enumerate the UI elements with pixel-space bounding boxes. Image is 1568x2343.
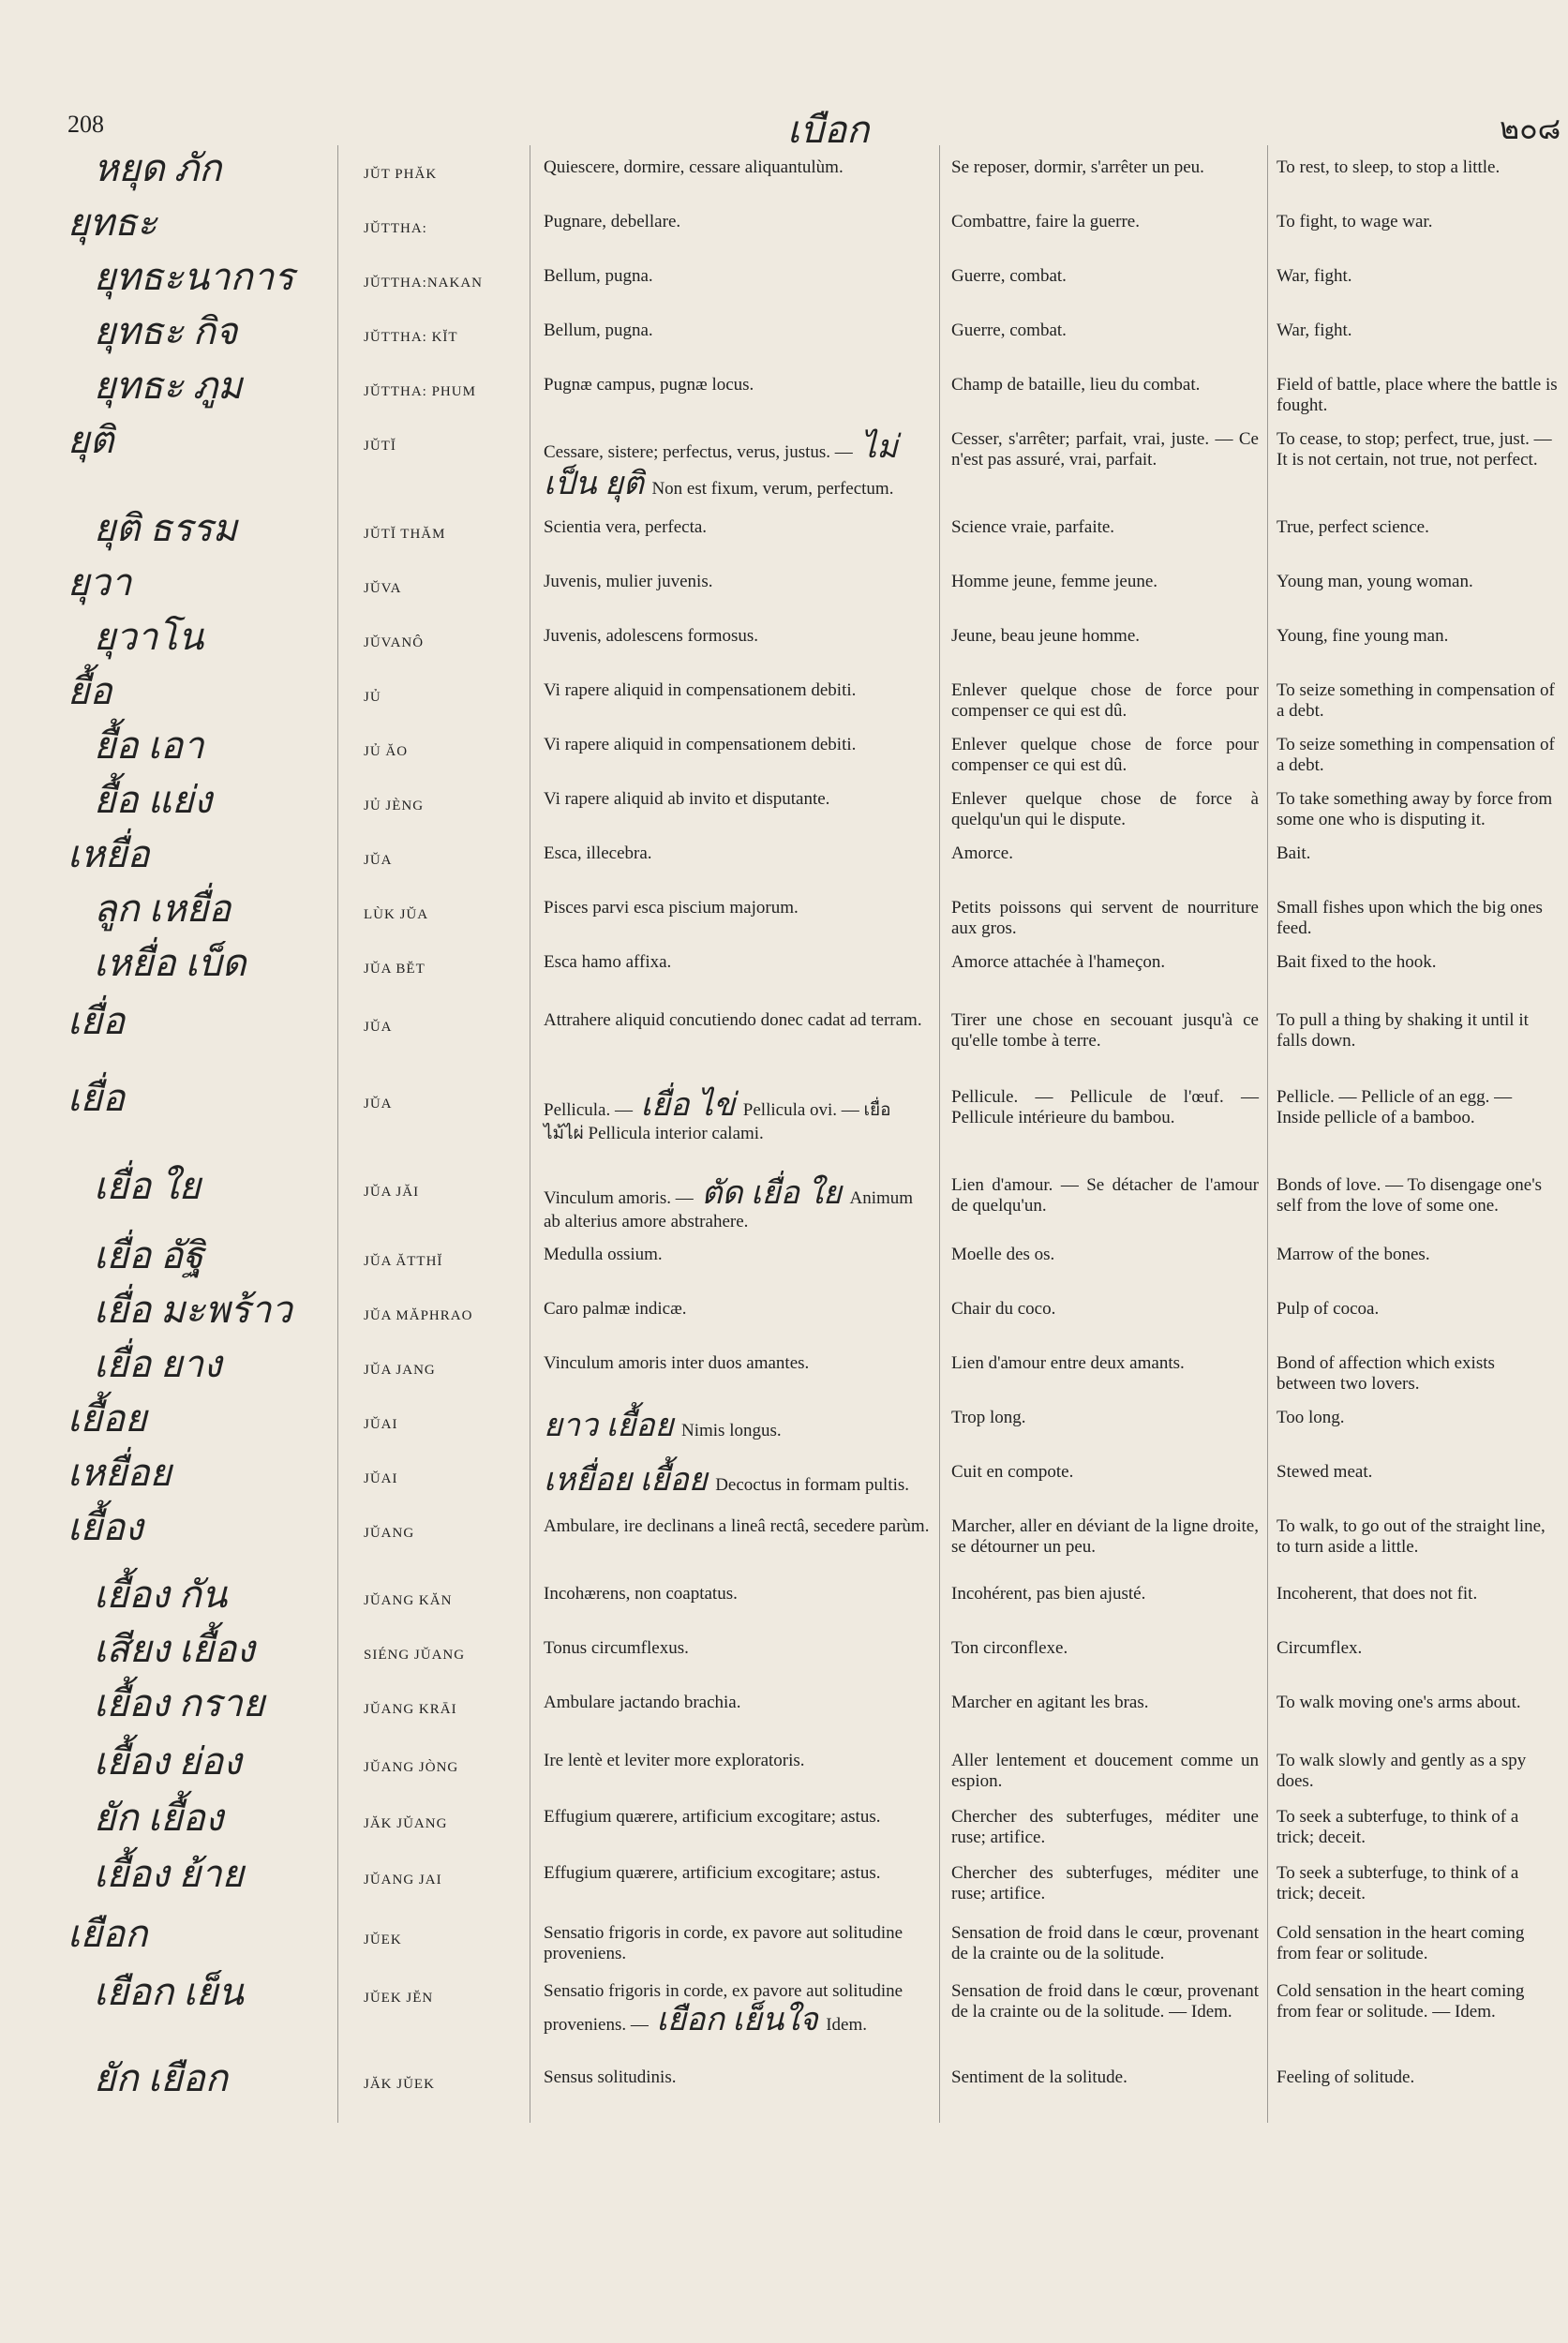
french-definition: Ton circonflexe. (951, 1638, 1068, 1658)
french-definition: Jeune, beau jeune homme. (951, 626, 1141, 646)
latin-text-continued: Idem. (826, 2014, 868, 2035)
english-definition: To walk slowly and gently as a spy does. (1277, 1751, 1527, 1791)
romanization: JŬA JĂI (364, 1185, 420, 1200)
thai-headword: ยื้อ เอา (94, 724, 204, 767)
thai-headword: ยื้อ (67, 670, 112, 712)
romanization: JŬA ĂTTHĬ (364, 1254, 443, 1269)
french-definition: Science vraie, parfaite. (951, 517, 1115, 537)
english-definition: War, fight. (1277, 321, 1352, 340)
english-definition: To rest, to sleep, to stop a little. (1277, 157, 1501, 177)
latin-text: Vi rapere aliquid ab invito et disputante. (544, 789, 830, 809)
english-definition: Incoherent, that does not fit. (1277, 1584, 1478, 1604)
romanization: JŬA (364, 1020, 393, 1035)
latin-thai-example: เยื่อ ไข่ (632, 1088, 743, 1123)
romanization: JŬA BĔT (364, 962, 426, 977)
latin-definition (544, 212, 933, 232)
latin-definition (544, 1245, 933, 1265)
latin-definition (544, 517, 933, 538)
latin-definition (544, 626, 933, 647)
english-definition: Bonds of love. — To disengage one's self from the love of some one. (1277, 1175, 1543, 1216)
latin-thai-example: ตัด เยื่อ ใย (693, 1176, 850, 1211)
thai-headword: เยื่อ (67, 1077, 126, 1119)
latin-text: Esca, illecebra. (544, 843, 652, 863)
latin-text: Bellum, pugna. (544, 266, 653, 286)
english-definition: True, perfect science. (1277, 517, 1429, 537)
romanization: JŬT PHĂK (364, 167, 438, 182)
thai-headword: เยื่อ (67, 1000, 126, 1042)
latin-text: Sensatio frigoris in corde, ex pavore aut solitudine proveniens. — (544, 1981, 903, 2035)
page-number-thai: ๒๐๘ (1500, 112, 1561, 145)
romanization: JŬTĬ (364, 439, 396, 454)
english-definition: To pull a thing by shaking it until it falls down. (1277, 1010, 1529, 1051)
french-definition: Chercher des subterfuges, méditer une ruse; artifice. (951, 1807, 1259, 1847)
latin-definition (544, 680, 933, 701)
thai-headword: เหยื่อ เบ็ด (94, 942, 246, 984)
latin-text-continued: Pellicula ovi. — เยื่อ ไม้ไผ่ Pellicula interior calami. (544, 1100, 891, 1144)
french-definition: Homme jeune, femme jeune. (951, 572, 1158, 591)
french-definition: Enlever quelque chose de force pour compenser ce qui est dû. (951, 735, 1259, 775)
thai-headword: ยุทธะ กิจ (94, 310, 238, 352)
romanization: JŬA MĂPHRAO (364, 1308, 473, 1323)
thai-headword: เยื้อง ย้าย (94, 1853, 244, 1895)
thai-headword: ยื้อ แย่ง (94, 779, 213, 821)
french-definition: Sensation de froid dans le cœur, provenant de la crainte ou de la solitude. — Idem. (951, 1981, 1259, 2022)
thai-headword: ยุติ ธรรม (94, 507, 238, 549)
french-definition: Se reposer, dormir, s'arrêter un peu. (951, 157, 1204, 177)
latin-definition (544, 321, 933, 341)
thai-headword: เยื่อ ยาง (94, 1343, 222, 1385)
thai-headword: เยื้อง (67, 1506, 143, 1548)
thai-headword: เสียง เยื้อง (94, 1628, 255, 1670)
thai-headword: เยื่อ อัฐิ (94, 1234, 204, 1276)
latin-thai-example: ไม่ เป็น ยุติ (544, 430, 898, 502)
latin-text: Juvenis, mulier juvenis. (544, 572, 713, 591)
latin-definition (544, 1353, 933, 1374)
french-definition: Tirer une chose en secouant jusqu'à ce qu'elle tombe à terre. (951, 1010, 1259, 1051)
latin-thai-example: ยาว เยื้อย (544, 1409, 681, 1443)
latin-definition (544, 1981, 933, 2038)
english-definition: To walk, to go out of the straight line, to turn aside a little. (1277, 1516, 1546, 1557)
french-definition: Pellicule. — Pellicule de l'œuf. — Pellicule intérieure du bambou. (951, 1087, 1259, 1127)
french-definition: Chair du coco. (951, 1299, 1056, 1319)
latin-definition (544, 157, 933, 178)
english-definition: To seek a subterfuge, to think of a trick; deceit. (1277, 1807, 1519, 1847)
thai-headword: ยัก เยือก (94, 2057, 229, 2099)
english-definition: Pulp of cocoa. (1277, 1299, 1380, 1319)
romanization: JŬAI (364, 1471, 398, 1486)
latin-text-continued: Nimis longus. (681, 1421, 782, 1440)
romanization: JŬA JANG (364, 1363, 436, 1378)
english-definition: To seize something in compensation of a debt. (1277, 680, 1555, 721)
thai-headword: ลูก เหยื่อ (94, 888, 231, 930)
romanization: JŬANG JÒNG (364, 1760, 459, 1775)
latin-definition (544, 1408, 933, 1444)
latin-definition (544, 1299, 933, 1320)
page-number: 208 (67, 111, 104, 138)
french-definition: Marcher, aller en déviant de la ligne droite, se détourner un peu. (951, 1516, 1259, 1557)
english-definition: Too long. (1277, 1408, 1345, 1427)
latin-definition (544, 789, 933, 810)
latin-text: Pisces parvi esca piscium majorum. (544, 898, 799, 918)
english-definition: Field of battle, place where the battle is fought. (1277, 375, 1558, 415)
french-definition: Trop long. (951, 1408, 1026, 1427)
latin-text: Vi rapere aliquid in compensationem debiti. (544, 680, 857, 700)
latin-definition (544, 1516, 933, 1537)
latin-text: Attrahere aliquid concutiendo donec cadat ad terram. (544, 1010, 922, 1030)
french-definition: Amorce attachée à l'hameçon. (951, 952, 1166, 972)
latin-definition (544, 952, 933, 973)
french-definition: Cesser, s'arrêter; parfait, vrai, juste. — Ce n'est pas assuré, vrai, parfait. (951, 429, 1259, 470)
latin-definition (544, 843, 933, 864)
romanization: LÙK JŬA (364, 907, 429, 922)
latin-text: Bellum, pugna. (544, 321, 653, 340)
latin-text: Sensus solitudinis. (544, 2067, 677, 2087)
english-definition: To fight, to wage war. (1277, 212, 1433, 231)
romanization: JỦ (364, 690, 381, 705)
running-title: เบือก (787, 109, 870, 151)
latin-text: Medulla ossium. (544, 1245, 663, 1264)
french-definition: Chercher des subterfuges, méditer une ruse; artifice. (951, 1863, 1259, 1903)
latin-definition (544, 1087, 933, 1144)
latin-text: Esca hamo affixa. (544, 952, 672, 972)
french-definition: Aller lentement et doucement comme un espion. (951, 1751, 1259, 1791)
latin-definition (544, 266, 933, 287)
thai-headword: หยุด ภัก (94, 147, 222, 189)
english-definition: To seek a subterfuge, to think of a trick; deceit. (1277, 1863, 1519, 1903)
latin-definition (544, 429, 933, 502)
french-definition: Sentiment de la solitude. (951, 2067, 1127, 2087)
romanization: JŬEK JĔN (364, 1991, 434, 2006)
romanization: JŬEK (364, 1933, 402, 1948)
french-definition: Marcher en agitant les bras. (951, 1693, 1149, 1712)
latin-text: Sensatio frigoris in corde, ex pavore aut solitudine proveniens. (544, 1923, 903, 1963)
english-definition: Stewed meat. (1277, 1462, 1373, 1482)
latin-text: Vi rapere aliquid in compensationem debiti. (544, 735, 857, 754)
latin-definition (544, 1010, 933, 1031)
french-definition: Enlever quelque chose de force à quelqu'un qui le dispute. (951, 789, 1259, 829)
english-definition: Young man, young woman. (1277, 572, 1473, 591)
french-definition: Lien d'amour. — Se détacher de l'amour de quelqu'un. (951, 1175, 1259, 1216)
romanization: JŬTTHA: KĬT (364, 330, 458, 345)
latin-text: Quiescere, dormire, cessare aliquantulùm. (544, 157, 844, 177)
english-definition: Bond of affection which exists between two lovers. (1277, 1353, 1495, 1394)
latin-definition (544, 1751, 933, 1771)
thai-headword: เยือก (67, 1913, 148, 1955)
latin-text-continued: Animum ab alterius amore abstrahere. (544, 1188, 914, 1232)
latin-text: Effugium quærere, artificium excogitare; astus. (544, 1863, 881, 1883)
thai-headword: ยุติ (67, 419, 114, 461)
romanization: SIÉNG JŬANG (364, 1648, 466, 1663)
latin-text: Vinculum amoris. — (544, 1188, 694, 1208)
latin-thai-example: เยือก เย็นใจ (648, 2002, 827, 2037)
thai-headword: เยื้อง กราย (94, 1682, 265, 1724)
latin-definition (544, 375, 933, 395)
latin-definition (544, 2067, 933, 2088)
english-definition: Pellicle. — Pellicle of an egg. — Inside pellicle of a bamboo. (1277, 1087, 1513, 1127)
thai-headword: เยือก เย็น (94, 1971, 244, 2013)
thai-headword: ยุทธะ ภูม (94, 365, 243, 407)
thai-headword: เยื้อง กัน (94, 1574, 228, 1616)
english-definition: Bait. (1277, 843, 1311, 863)
romanization: JŬANG JAI (364, 1873, 442, 1888)
latin-text: Vinculum amoris inter duos amantes. (544, 1353, 810, 1373)
latin-definition (544, 1807, 933, 1828)
latin-text: Ire lentè et leviter more exploratoris. (544, 1751, 805, 1770)
romanization: JŬVA (364, 581, 402, 596)
latin-text: Juvenis, adolescens formosus. (544, 626, 759, 646)
thai-headword: เยื้อง ย่อง (94, 1740, 242, 1783)
latin-text: Pugnæ campus, pugnæ locus. (544, 375, 754, 395)
english-definition: Bait fixed to the hook. (1277, 952, 1437, 972)
latin-text: Effugium quærere, artificium excogitare; astus. (544, 1807, 881, 1827)
english-definition: Young, fine young man. (1277, 626, 1449, 646)
romanization: JŬANG (364, 1526, 415, 1541)
french-definition: Enlever quelque chose de force pour compenser ce qui est dû. (951, 680, 1259, 721)
french-definition: Moelle des os. (951, 1245, 1055, 1264)
french-definition: Cuit en compote. (951, 1462, 1074, 1482)
romanization: JŬTTHA: PHUM (364, 384, 476, 399)
latin-text-continued: Non est fixum, verum, perfectum. (651, 479, 894, 500)
english-definition: To seize something in compensation of a debt. (1277, 735, 1555, 775)
english-definition: Marrow of the bones. (1277, 1245, 1430, 1264)
english-definition: To cease, to stop; perfect, true, just. — It is not certain, not true, not perfect. (1277, 429, 1552, 470)
romanization: JĂK JŬANG (364, 1816, 448, 1831)
latin-definition (544, 1863, 933, 1884)
latin-text: Cessare, sistere; perfectus, verus, justus. — (544, 442, 853, 462)
french-definition: Combattre, faire la guerre. (951, 212, 1140, 231)
english-definition: Cold sensation in the heart coming from fear or solitude. (1277, 1923, 1525, 1963)
english-definition: War, fight. (1277, 266, 1352, 286)
thai-headword: เยื่อ มะพร้าว (94, 1289, 292, 1331)
thai-headword: ยุทธะ (67, 201, 157, 244)
latin-definition (544, 1693, 933, 1713)
english-definition: Feeling of solitude. (1277, 2067, 1415, 2087)
thai-headword: เยื้อย (67, 1397, 147, 1440)
french-definition: Champ de bataille, lieu du combat. (951, 375, 1201, 395)
french-definition: Petits poissons qui servent de nourriture aux gros. (951, 898, 1259, 938)
romanization: JŬTTHA:NAKAN (364, 276, 483, 291)
english-definition: Circumflex. (1277, 1638, 1363, 1658)
romanization: JŬTTHA: (364, 221, 427, 236)
romanization: JỦ ĂO (364, 744, 409, 759)
thai-headword: ยุวาโน (94, 616, 204, 658)
romanization: JỦ JÈNG (364, 798, 425, 813)
latin-definition (544, 1175, 933, 1232)
french-definition: Lien d'amour entre deux amants. (951, 1353, 1185, 1373)
latin-definition (544, 898, 933, 918)
thai-headword: ยุวา (67, 561, 132, 604)
latin-text-continued: Decoctus in formam pultis. (715, 1475, 910, 1495)
latin-definition (544, 735, 933, 755)
romanization: JŬA (364, 853, 393, 868)
latin-text: Pugnare, debellare. (544, 212, 681, 231)
english-definition: To take something away by force from some one who is disputing it. (1277, 789, 1553, 829)
thai-headword: ยัก เยื้อง (94, 1797, 224, 1839)
romanization: JŬA (364, 1097, 393, 1112)
latin-definition (544, 1462, 933, 1499)
latin-text: Scientia vera, perfecta. (544, 517, 708, 537)
thai-headword: ยุทธะนาการ (94, 256, 294, 298)
latin-definition (544, 572, 933, 592)
latin-text: Incohærens, non coaptatus. (544, 1584, 738, 1604)
thai-headword: เหยื่อย (67, 1452, 172, 1494)
latin-text: Ambulare, ire declinans a lineâ rectâ, secedere parùm. (544, 1516, 930, 1536)
thai-headword: เหยื่อ (67, 833, 150, 875)
latin-definition (544, 1584, 933, 1604)
latin-text: Caro palmæ indicæ. (544, 1299, 687, 1319)
romanization: JŬAI (364, 1417, 398, 1432)
french-definition: Incohérent, pas bien ajusté. (951, 1584, 1146, 1604)
english-definition: Small fishes upon which the big ones feed. (1277, 898, 1543, 938)
english-definition: Cold sensation in the heart coming from fear or solitude. — Idem. (1277, 1981, 1525, 2022)
english-definition: To walk moving one's arms about. (1277, 1693, 1521, 1712)
romanization: JŬVANÔ (364, 635, 425, 650)
romanization: JĂK JŬEK (364, 2077, 435, 2092)
romanization: JŬTĬ THĂM (364, 527, 446, 542)
latin-text: Tonus circumflexus. (544, 1638, 689, 1658)
french-definition: Guerre, combat. (951, 266, 1067, 286)
french-definition: Amorce. (951, 843, 1013, 863)
latin-text: Pellicula. — (544, 1100, 633, 1120)
french-definition: Sensation de froid dans le cœur, provenant de la crainte ou de la solitude. (951, 1923, 1259, 1963)
latin-text: Ambulare jactando brachia. (544, 1693, 741, 1712)
latin-thai-example: เหยื่อย เยื้อย (544, 1463, 716, 1498)
french-definition: Guerre, combat. (951, 321, 1067, 340)
thai-headword: เยื่อ ใย (94, 1165, 202, 1207)
romanization: JŬANG KĂN (364, 1593, 453, 1608)
latin-definition (544, 1638, 933, 1659)
latin-definition (544, 1923, 933, 1964)
romanization: JŬANG KRĀI (364, 1702, 457, 1717)
